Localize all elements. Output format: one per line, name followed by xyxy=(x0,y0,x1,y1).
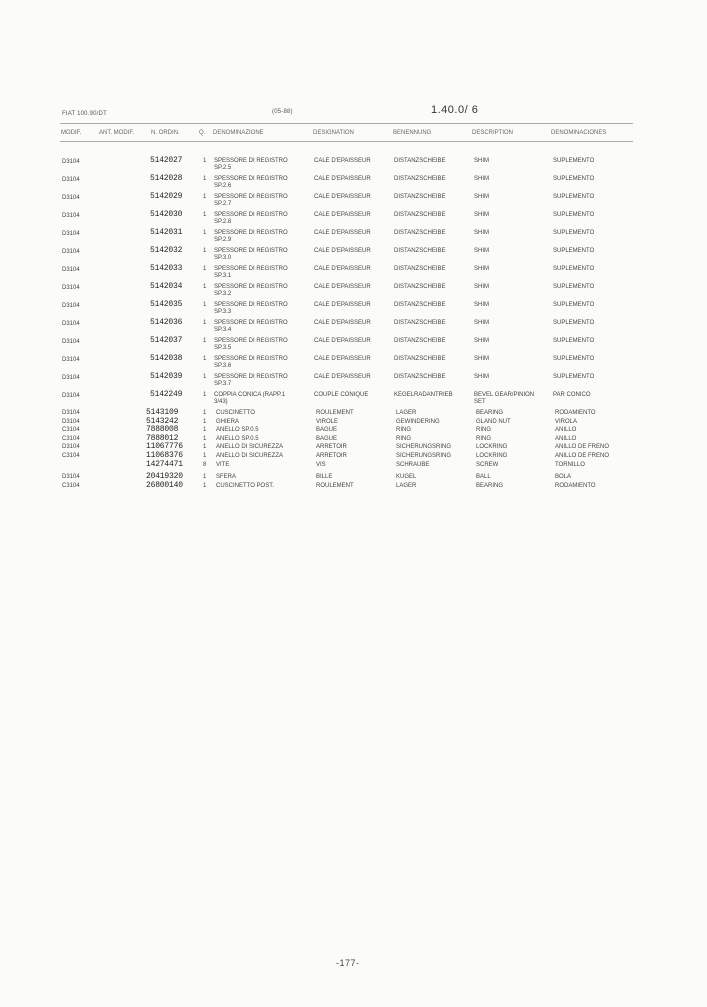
row-denominazione: SPESSORE DI REGISTRO xyxy=(214,176,288,182)
row-quantity: 1 xyxy=(203,453,207,459)
row-denominazione: SPESSORE DI REGISTRO xyxy=(214,266,288,272)
row-designation: BILLE xyxy=(316,474,333,480)
row-denominazione: GHIERA xyxy=(216,419,240,425)
row-description: SHIM xyxy=(474,266,489,272)
row-part-number: 5143109 xyxy=(146,408,179,417)
row-benennung: DISTANZSCHEIBE xyxy=(394,176,446,182)
row-quantity: 1 xyxy=(203,427,207,433)
row-part-number: 20419320 xyxy=(146,472,183,481)
row-modif-code: C3104 xyxy=(62,453,80,459)
row-quantity: 1 xyxy=(203,374,207,380)
row-designation: BAGUE xyxy=(316,427,338,433)
row-modif-code: D3104 xyxy=(62,321,80,327)
row-modif-code: D3104 xyxy=(62,444,80,450)
row-modif-code: D3104 xyxy=(62,159,80,165)
row-benennung: DISTANZSCHEIBE xyxy=(394,320,446,326)
row-part-number: 5142037 xyxy=(150,336,183,345)
col-header-description: DESCRIPTION xyxy=(472,130,514,136)
row-part-number: 7888012 xyxy=(146,434,179,443)
row-designation: ARRETOIR xyxy=(316,444,347,450)
row-part-number: 26800140 xyxy=(146,481,183,490)
row-designation: CALE D'EPAISSEUR xyxy=(314,248,371,254)
row-denominazione-detail: SP.2.5 xyxy=(214,165,232,171)
header-rule-bottom xyxy=(60,141,633,142)
row-denominaciones: ANILLO DE FRENO xyxy=(555,444,610,450)
row-description: SHIM xyxy=(474,302,489,308)
row-part-number: 5142030 xyxy=(150,210,183,219)
row-benennung: SICHERUNGSRING xyxy=(396,453,452,459)
row-description: GLAND NUT xyxy=(476,419,511,425)
row-quantity: 8 xyxy=(203,462,207,468)
row-denominazione: ANELLO DI SICUREZZA xyxy=(216,453,284,459)
row-denominazione-detail: SP.3.1 xyxy=(214,273,232,279)
row-designation: CALE D'EPAISSEUR xyxy=(314,212,371,218)
row-quantity: 1 xyxy=(203,284,207,290)
row-quantity: 1 xyxy=(203,338,207,344)
row-modif-code: D3104 xyxy=(62,474,80,480)
row-part-number: 5142027 xyxy=(150,156,183,165)
row-description: SHIM xyxy=(474,320,489,326)
row-denominazione: SFERA xyxy=(216,474,237,480)
row-quantity: 1 xyxy=(203,320,207,326)
row-benennung: KEGELRADANTRIEB xyxy=(394,392,453,398)
row-benennung: DISTANZSCHEIBE xyxy=(394,212,446,218)
row-denominazione: CUSCINETTO POST. xyxy=(216,483,274,489)
catalog-model: FIAT 100.90/DT xyxy=(62,111,107,117)
row-designation: CALE D'EPAISSEUR xyxy=(314,338,371,344)
row-description: SHIM xyxy=(474,374,489,380)
row-benennung: SCHRAUBE xyxy=(396,462,430,468)
row-part-number: 5142249 xyxy=(150,390,183,399)
row-modif-code: D3104 xyxy=(62,249,80,255)
row-quantity: 1 xyxy=(203,194,207,200)
row-part-number: 11068376 xyxy=(146,451,183,460)
row-denominazione: SPESSORE DI REGISTRO xyxy=(214,374,288,380)
row-denominaciones: RODAMIENTO xyxy=(555,410,596,416)
row-quantity: 1 xyxy=(203,356,207,362)
row-modif-code: D3104 xyxy=(62,410,80,416)
row-denominazione-detail: SP.3.2 xyxy=(214,291,232,297)
row-quantity: 1 xyxy=(203,230,207,236)
row-denominazione: SPESSORE DI REGISTRO xyxy=(214,356,288,362)
row-denominaciones: VIROLA xyxy=(555,419,578,425)
row-description: SHIM xyxy=(474,176,489,182)
row-denominaciones: SUPLEMENTO xyxy=(553,338,595,344)
row-part-number: 5142028 xyxy=(150,174,183,183)
row-designation: ROULEMENT xyxy=(316,410,354,416)
row-denominazione-detail: SP.3.4 xyxy=(214,327,232,333)
row-denominazione-detail: SP.2.6 xyxy=(214,183,232,189)
row-denominazione-detail: SP.2.9 xyxy=(214,237,232,243)
row-description: SHIM xyxy=(474,212,489,218)
row-denominazione-detail: 3/43) xyxy=(214,399,228,405)
row-modif-code: D3104 xyxy=(62,339,80,345)
row-denominazione: SPESSORE DI REGISTRO xyxy=(214,230,288,236)
row-description: RING xyxy=(476,436,491,442)
row-benennung: DISTANZSCHEIBE xyxy=(394,266,446,272)
row-modif-code: C3104 xyxy=(62,427,80,433)
row-denominazione: SPESSORE DI REGISTRO xyxy=(214,212,288,218)
row-designation: ARRETOIR xyxy=(316,453,347,459)
row-benennung: RING xyxy=(396,427,411,433)
row-denominaciones: BOLA xyxy=(555,474,572,480)
row-designation: CALE D'EPAISSEUR xyxy=(314,374,371,380)
row-denominaciones: SUPLEMENTO xyxy=(553,374,595,380)
row-denominazione-detail: SP.3.7 xyxy=(214,381,232,387)
row-denominaciones: SUPLEMENTO xyxy=(553,212,595,218)
row-quantity: 1 xyxy=(203,158,207,164)
row-denominaciones: RODAMIENTO xyxy=(555,483,596,489)
row-denominaciones: SUPLEMENTO xyxy=(553,248,595,254)
col-header-modif: MODIF. xyxy=(61,130,82,136)
row-part-number: 5142036 xyxy=(150,318,183,327)
row-part-number: 5142034 xyxy=(150,282,183,291)
row-denominaciones: SUPLEMENTO xyxy=(553,284,595,290)
row-benennung: KUGEL xyxy=(396,474,417,480)
row-denominazione-detail: SP.2.7 xyxy=(214,201,232,207)
row-designation: CALE D'EPAISSEUR xyxy=(314,194,371,200)
row-description: SCREW xyxy=(476,462,499,468)
col-header-benennung: BENENNUNG xyxy=(393,130,432,136)
row-denominazione-detail: SP.3.3 xyxy=(214,309,232,315)
col-header-denominazione: DENOMINAZIONE xyxy=(213,130,264,136)
row-quantity: 1 xyxy=(203,176,207,182)
row-part-number: 5142029 xyxy=(150,192,183,201)
row-denominazione: ANELLO DI SICUREZZA xyxy=(216,444,284,450)
row-benennung: GEWINDERING xyxy=(396,419,440,425)
row-denominazione: CUSCINETTO xyxy=(216,410,255,416)
row-part-number: 5143242 xyxy=(146,417,179,426)
row-benennung: DISTANZSCHEIBE xyxy=(394,302,446,308)
row-designation: BAGUE xyxy=(316,436,338,442)
row-designation: VIROLE xyxy=(316,419,339,425)
row-designation: ROULEMENT xyxy=(316,483,354,489)
row-description: SHIM xyxy=(474,230,489,236)
row-quantity: 1 xyxy=(203,474,207,480)
row-quantity: 1 xyxy=(203,392,207,398)
row-denominazione-detail: SP.2.8 xyxy=(214,219,232,225)
row-modif-code: D3104 xyxy=(62,267,80,273)
row-denominazione: SPESSORE DI REGISTRO xyxy=(214,248,288,254)
row-denominaciones: SUPLEMENTO xyxy=(553,266,595,272)
catalog-date: (05-88) xyxy=(272,109,293,115)
row-denominaciones: SUPLEMENTO xyxy=(553,194,595,200)
row-denominaciones: SUPLEMENTO xyxy=(553,302,595,308)
row-part-number: 5142038 xyxy=(150,354,183,363)
row-quantity: 1 xyxy=(203,302,207,308)
row-description: SHIM xyxy=(474,338,489,344)
row-part-number: 5142033 xyxy=(150,264,183,273)
catalog-reference: 1.40.0/ 6 xyxy=(431,104,479,116)
row-quantity: 1 xyxy=(203,410,207,416)
row-modif-code: D3104 xyxy=(62,357,80,363)
row-designation: VIS xyxy=(316,462,326,468)
row-description: SHIM xyxy=(474,194,489,200)
row-quantity: 1 xyxy=(203,419,207,425)
row-modif-code: C3104 xyxy=(62,436,80,442)
row-part-number: 11067776 xyxy=(146,442,183,451)
row-description: SHIM xyxy=(474,284,489,290)
row-denominazione: SPESSORE DI REGISTRO xyxy=(214,194,288,200)
row-description: BEARING xyxy=(476,483,504,489)
row-designation: CALE D'EPAISSEUR xyxy=(314,302,371,308)
row-benennung: LAGER xyxy=(396,410,417,416)
row-modif-code: D3104 xyxy=(62,213,80,219)
row-description: BEARING xyxy=(476,410,504,416)
row-benennung: DISTANZSCHEIBE xyxy=(394,374,446,380)
row-benennung: DISTANZSCHEIBE xyxy=(394,158,446,164)
page-number: -177- xyxy=(336,958,360,968)
row-designation: CALE D'EPAISSEUR xyxy=(314,284,371,290)
row-quantity: 1 xyxy=(203,444,207,450)
row-designation: COUPLE CONIQUE xyxy=(314,392,369,398)
row-benennung: DISTANZSCHEIBE xyxy=(394,284,446,290)
row-quantity: 1 xyxy=(203,436,207,442)
row-denominazione-detail: SP.3.6 xyxy=(214,363,232,369)
row-description: BALL xyxy=(476,474,491,480)
row-denominazione: VITE xyxy=(216,462,230,468)
row-part-number: 14274471 xyxy=(146,460,183,469)
row-denominazione: COPPIA CONICA (RAPP.1 xyxy=(214,392,286,398)
col-header-q: Q. xyxy=(199,130,206,136)
col-header-denominaciones: DENOMINACIONES xyxy=(551,130,607,136)
row-benennung: DISTANZSCHEIBE xyxy=(394,338,446,344)
row-benennung: DISTANZSCHEIBE xyxy=(394,194,446,200)
row-modif-code: D3104 xyxy=(62,195,80,201)
row-denominazione: SPESSORE DI REGISTRO xyxy=(214,338,288,344)
row-denominazione: SPESSORE DI REGISTRO xyxy=(214,158,288,164)
row-designation: CALE D'EPAISSEUR xyxy=(314,320,371,326)
row-part-number: 5142039 xyxy=(150,372,183,381)
row-modif-code: D3104 xyxy=(62,285,80,291)
row-quantity: 1 xyxy=(203,248,207,254)
row-description-detail: SET xyxy=(474,399,486,405)
row-denominaciones: ANILLO xyxy=(555,436,577,442)
row-designation: CALE D'EPAISSEUR xyxy=(314,230,371,236)
row-modif-code: D3104 xyxy=(62,231,80,237)
header-rule-top xyxy=(60,123,633,124)
row-designation: CALE D'EPAISSEUR xyxy=(314,266,371,272)
row-benennung: DISTANZSCHEIBE xyxy=(394,248,446,254)
row-benennung: DISTANZSCHEIBE xyxy=(394,356,446,362)
row-description: BEVEL GEAR/PINION xyxy=(474,392,535,398)
row-denominazione: SPESSORE DI REGISTRO xyxy=(214,320,288,326)
row-benennung: LAGER xyxy=(396,483,417,489)
row-part-number: 7888008 xyxy=(146,425,179,434)
col-header-designation: DESIGNATION xyxy=(313,130,354,136)
row-quantity: 1 xyxy=(203,483,207,489)
row-description: SHIM xyxy=(474,356,489,362)
row-description: LOCKRING xyxy=(476,453,508,459)
row-denominazione: SPESSORE DI REGISTRO xyxy=(214,302,288,308)
row-part-number: 5142032 xyxy=(150,246,183,255)
row-quantity: 1 xyxy=(203,266,207,272)
row-quantity: 1 xyxy=(203,212,207,218)
row-denominazione-detail: SP.3.5 xyxy=(214,345,232,351)
row-benennung: SICHERUNGSRING xyxy=(396,444,452,450)
row-modif-code: D3104 xyxy=(62,177,80,183)
row-denominazione-detail: SP.3.0 xyxy=(214,255,232,261)
row-denominaciones: SUPLEMENTO xyxy=(553,356,595,362)
row-denominazione: SPESSORE DI REGISTRO xyxy=(214,284,288,290)
row-denominazione: ANELLO SP.0.5 xyxy=(216,436,259,442)
row-part-number: 5142035 xyxy=(150,300,183,309)
row-description: LOCKRING xyxy=(476,444,508,450)
col-header-ant-modif: ANT. MODIF. xyxy=(99,130,135,136)
row-modif-code: D3104 xyxy=(62,419,80,425)
row-benennung: DISTANZSCHEIBE xyxy=(394,230,446,236)
row-denominazione: ANELLO SP.0.5 xyxy=(216,427,259,433)
row-modif-code: C3104 xyxy=(62,483,80,489)
row-denominaciones: SUPLEMENTO xyxy=(553,158,595,164)
row-denominaciones: ANILLO xyxy=(555,427,577,433)
row-denominaciones: SUPLEMENTO xyxy=(553,176,595,182)
row-designation: CALE D'EPAISSEUR xyxy=(314,176,371,182)
row-designation: CALE D'EPAISSEUR xyxy=(314,158,371,164)
row-modif-code: D3104 xyxy=(62,375,80,381)
row-benennung: RING xyxy=(396,436,411,442)
row-modif-code: D3104 xyxy=(62,393,80,399)
row-denominaciones: TORNILLO xyxy=(555,462,585,468)
row-part-number: 5142031 xyxy=(150,228,183,237)
row-description: SHIM xyxy=(474,158,489,164)
col-header-n-ordin: N. ORDIN. xyxy=(151,130,180,136)
row-description: SHIM xyxy=(474,248,489,254)
row-denominaciones: SUPLEMENTO xyxy=(553,230,595,236)
row-modif-code: D3104 xyxy=(62,303,80,309)
row-denominaciones: PAR CONICO xyxy=(553,392,591,398)
row-designation: CALE D'EPAISSEUR xyxy=(314,356,371,362)
row-denominaciones: SUPLEMENTO xyxy=(553,320,595,326)
row-denominaciones: ANILLO DE FRENO xyxy=(555,453,610,459)
row-description: RING xyxy=(476,427,491,433)
